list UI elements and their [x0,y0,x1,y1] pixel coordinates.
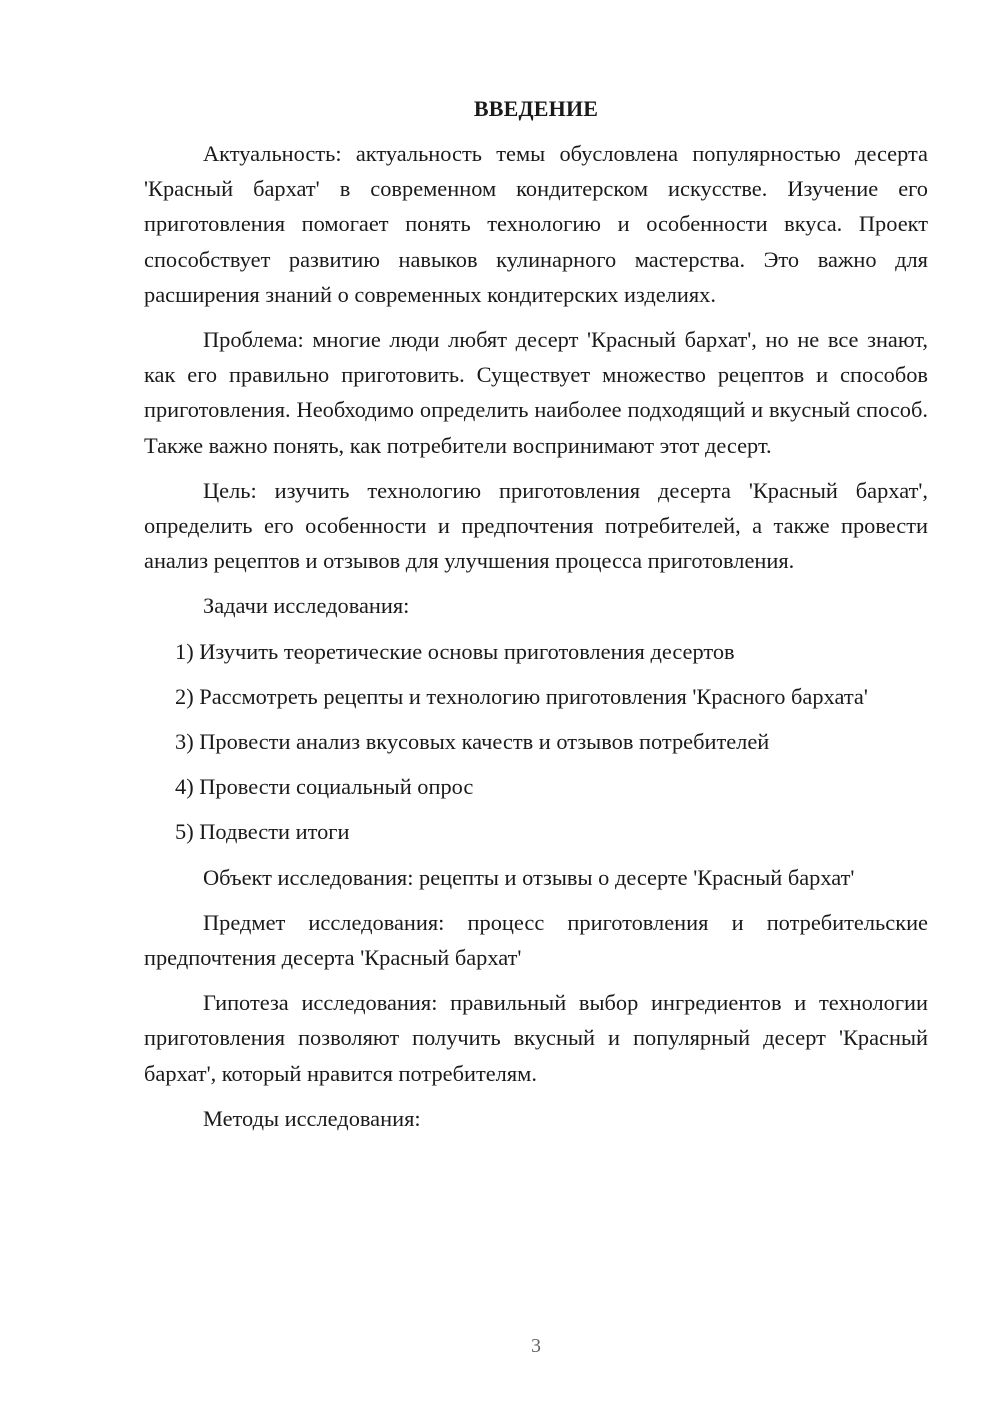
task-item: 4) Провести социальный опрос [175,774,474,800]
task-item: 2) Рассмотреть рецепты и технологию приготовления 'Красного бархата' [175,683,868,709]
page-content [144,94,928,1146]
task-item: 1) Изучить теоретические основы приготовления десертов [175,638,735,664]
paragraph-tasks-heading: Задачи исследования: [203,593,410,619]
paragraph-subject: Предмет исследования: процесс приготовления и потребительские предпочтения десерта 'Красный бархат' [144,909,928,971]
paragraph-problem: Проблема: многие люди любят десерт 'Красный бархат', но не все знают, как его правильно приготовить. Существует множество рецептов и способов приготовления. Необходимо определить наиболее подходящий и вкусный способ. Также важно понять, как потребители воспринимают этот десерт. [144,327,928,458]
page-number: 3 [531,1335,541,1357]
task-item: 3) Провести анализ вкусовых качеств и отзывов потребителей [175,729,770,755]
section-title: ВВЕДЕНИЕ [473,96,599,121]
paragraph-object: Объект исследования: рецепты и отзывы о десерте 'Красный бархат' [203,864,855,890]
paragraph-relevance: Актуальность: актуальность темы обусловлена популярностью десерта 'Красный бархат' в современном кондитерском искусстве. Изучение его приготовления помогает понять технологию и особенности вкуса. Проект способствует развитию навыков кулинарного мастерства. Это важно для расширения знаний о современных кондитерских изделиях. [144,141,928,307]
paragraph-hypothesis: Гипотеза исследования: правильный выбор ингредиентов и технологии приготовления позволяют получить вкусный и популярный десерт 'Красный бархат', который нравится потребителям. [144,990,928,1086]
task-item: 5) Подвести итоги [175,819,350,845]
paragraph-goal: Цель: изучить технологию приготовления десерта 'Красный бархат', определить его особенности и предпочтения потребителей, а также провести анализ рецептов и отзывов для улучшения процесса приготовления. [144,477,928,574]
paragraph-methods: Методы исследования: [203,1105,421,1131]
